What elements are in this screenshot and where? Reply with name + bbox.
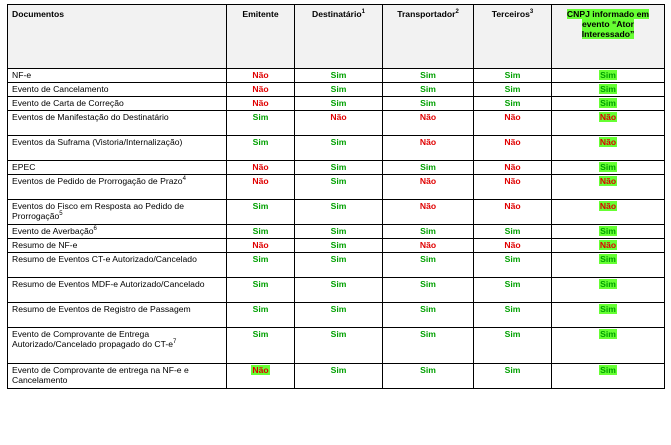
- transportador-value: Sim: [420, 162, 436, 172]
- transportador-cell: [383, 253, 474, 278]
- emitente-value: Sim: [252, 254, 269, 264]
- document-name: Eventos do Fisco em Resposta ao Pedido de Prorrogação: [12, 201, 184, 221]
- terceiros-value: Não: [504, 240, 521, 250]
- destinatario-cell: [295, 328, 383, 364]
- destinatario-cell: [295, 83, 383, 97]
- cnpj-cell: [552, 225, 665, 239]
- emitente-value: Não: [252, 162, 269, 172]
- terceiros-value: Não: [504, 162, 521, 172]
- emitente-cell: [227, 364, 295, 389]
- destinatario-cell: [295, 278, 383, 303]
- terceiros-cell: [474, 303, 552, 328]
- terceiros-cell: [474, 200, 552, 225]
- destinatario-value: Sim: [330, 329, 347, 339]
- transportador-value: Não: [419, 176, 437, 186]
- cnpj-value: Sim: [600, 304, 616, 314]
- transportador-value: Sim: [420, 365, 436, 375]
- terceiros-cell: [474, 69, 552, 83]
- terceiros-value: Sim: [504, 365, 521, 375]
- destinatario-value: Não: [330, 112, 347, 122]
- cnpj-cell: [552, 69, 665, 83]
- destinatario-cell: [295, 200, 383, 225]
- document-name: Resumo de NF-e: [12, 240, 78, 250]
- header-destinatario: Destinatário$^1$: [295, 5, 383, 69]
- terceiros-value: Não: [504, 112, 521, 122]
- document-name-cell: [8, 364, 227, 389]
- terceiros-value: Sim: [504, 98, 521, 108]
- header-transportador: Transportador$^2$: [383, 5, 474, 69]
- cnpj-cell: [552, 136, 665, 161]
- terceiros-cell: [474, 278, 552, 303]
- document-name: Evento de Comprovante de entrega na NF-e e Cancelamento: [12, 365, 189, 385]
- cnpj-value: Sim: [600, 254, 616, 264]
- emitente-cell: [227, 200, 295, 225]
- emitente-value: Sim: [252, 112, 269, 122]
- emitente-cell: [227, 97, 295, 111]
- destinatario-value: Sim: [330, 70, 347, 80]
- destinatario-value: Sim: [330, 84, 347, 94]
- transportador-value: Sim: [420, 254, 436, 264]
- table-row: [8, 364, 665, 389]
- cnpj-cell: [552, 111, 665, 136]
- destinatario-value: Sim: [330, 365, 347, 375]
- document-name: NF-e: [12, 70, 32, 80]
- cnpj-cell: [552, 239, 665, 253]
- document-name-cell: [8, 97, 227, 111]
- footnote-ref: 7: [173, 339, 177, 346]
- emitente-value: Não: [252, 84, 269, 94]
- cnpj-cell: [552, 278, 665, 303]
- table-row: [8, 161, 665, 175]
- destinatario-value: Sim: [330, 226, 347, 236]
- document-name: Resumo de Eventos MDF-e Autorizado/Cancelado: [12, 279, 205, 289]
- terceiros-cell: [474, 111, 552, 136]
- emitente-cell: [227, 253, 295, 278]
- footnote-ref: 6: [93, 226, 97, 233]
- cnpj-cell: [552, 303, 665, 328]
- destinatario-cell: [295, 253, 383, 278]
- cnpj-value: Não: [599, 137, 617, 147]
- emitente-cell: [227, 175, 295, 200]
- emitente-value: Não: [252, 240, 269, 250]
- document-name-cell: [8, 69, 227, 83]
- terceiros-cell: [474, 225, 552, 239]
- emitente-value: Não: [252, 70, 269, 80]
- document-name-cell: [8, 278, 227, 303]
- cnpj-value: Não: [599, 201, 617, 211]
- terceiros-cell: [474, 239, 552, 253]
- cnpj-cell: [552, 200, 665, 225]
- cnpj-value: Sim: [600, 84, 616, 94]
- destinatario-value: Sim: [330, 137, 347, 147]
- emitente-cell: [227, 239, 295, 253]
- terceiros-value: Sim: [504, 254, 521, 264]
- cnpj-value: Não: [599, 112, 617, 122]
- emitente-value: Não: [252, 98, 269, 108]
- transportador-value: Não: [419, 240, 437, 250]
- destinatario-cell: [295, 97, 383, 111]
- transportador-cell: [383, 161, 474, 175]
- cnpj-value: Não: [599, 176, 617, 186]
- emitente-value: Sim: [252, 137, 269, 147]
- document-name-cell: [8, 111, 227, 136]
- terceiros-value: Não: [504, 201, 521, 211]
- cnpj-cell: [552, 161, 665, 175]
- destinatario-value: Sim: [330, 176, 347, 186]
- permissions-table: [7, 4, 665, 389]
- transportador-cell: [383, 328, 474, 364]
- terceiros-cell: [474, 83, 552, 97]
- header-row: [8, 5, 665, 69]
- terceiros-value: Não: [504, 176, 521, 186]
- document-name-cell: [8, 328, 227, 364]
- emitente-cell: [227, 69, 295, 83]
- transportador-value: Não: [419, 201, 437, 211]
- transportador-cell: [383, 225, 474, 239]
- table-row: [8, 200, 665, 225]
- transportador-cell: [383, 239, 474, 253]
- table-row: [8, 175, 665, 200]
- emitente-cell: [227, 278, 295, 303]
- document-name: EPEC: [12, 162, 36, 172]
- terceiros-value: Sim: [504, 70, 521, 80]
- destinatario-cell: [295, 136, 383, 161]
- transportador-cell: [383, 83, 474, 97]
- emitente-value: Não: [252, 365, 269, 375]
- document-name: Resumo de Eventos de Registro de Passagem: [12, 304, 191, 314]
- destinatario-value: Sim: [330, 240, 347, 250]
- terceiros-cell: [474, 328, 552, 364]
- cnpj-cell: [552, 97, 665, 111]
- transportador-cell: [383, 200, 474, 225]
- terceiros-value: Sim: [504, 226, 521, 236]
- destinatario-cell: [295, 364, 383, 389]
- header-cnpj: CNPJ informado em evento “Ator Interessado”: [552, 5, 665, 69]
- destinatario-value: Sim: [330, 98, 347, 108]
- transportador-cell: [383, 364, 474, 389]
- transportador-value: Não: [419, 112, 437, 122]
- emitente-cell: [227, 303, 295, 328]
- cnpj-value: Sim: [600, 226, 616, 236]
- terceiros-cell: [474, 97, 552, 111]
- emitente-value: Sim: [252, 201, 269, 211]
- document-name: Eventos da Suframa (Vistoria/Internalização): [12, 137, 183, 147]
- transportador-cell: [383, 175, 474, 200]
- document-page: [7, 4, 665, 389]
- cnpj-cell: [552, 364, 665, 389]
- cnpj-value: Sim: [600, 279, 616, 289]
- emitente-cell: [227, 225, 295, 239]
- document-name-cell: [8, 239, 227, 253]
- document-name-cell: [8, 303, 227, 328]
- destinatario-cell: [295, 303, 383, 328]
- transportador-cell: [383, 303, 474, 328]
- emitente-value: Sim: [252, 329, 269, 339]
- cnpj-value: Sim: [600, 70, 616, 80]
- emitente-cell: [227, 111, 295, 136]
- transportador-cell: [383, 97, 474, 111]
- terceiros-value: Sim: [504, 304, 521, 314]
- destinatario-cell: [295, 69, 383, 83]
- cnpj-value: Sim: [600, 329, 616, 339]
- destinatario-cell: [295, 161, 383, 175]
- header-emitente: Emitente: [227, 5, 295, 69]
- document-name: Eventos de Pedido de Prorrogação de Prazo: [12, 176, 183, 186]
- cnpj-value: Sim: [600, 98, 616, 108]
- document-name-cell: [8, 225, 227, 239]
- transportador-value: Sim: [420, 304, 436, 314]
- transportador-cell: [383, 69, 474, 83]
- document-name-cell: [8, 200, 227, 225]
- table-row: [8, 225, 665, 239]
- transportador-value: Sim: [420, 279, 436, 289]
- cnpj-cell: [552, 83, 665, 97]
- destinatario-cell: [295, 175, 383, 200]
- destinatario-value: Sim: [330, 279, 347, 289]
- transportador-value: Sim: [420, 98, 436, 108]
- table-row: [8, 83, 665, 97]
- cnpj-value: Sim: [600, 162, 616, 172]
- cnpj-cell: [552, 253, 665, 278]
- document-name-cell: [8, 175, 227, 200]
- footnote-ref: 5: [59, 211, 63, 218]
- table-row: [8, 303, 665, 328]
- table-row: [8, 278, 665, 303]
- table-row: [8, 69, 665, 83]
- destinatario-cell: [295, 111, 383, 136]
- terceiros-value: Sim: [504, 329, 521, 339]
- transportador-value: Não: [419, 137, 437, 147]
- document-name-cell: [8, 83, 227, 97]
- table-row: [8, 111, 665, 136]
- header-documentos: Documentos: [8, 5, 227, 69]
- emitente-value: Sim: [252, 279, 269, 289]
- document-name: Eventos de Manifestação do Destinatário: [12, 112, 169, 122]
- document-name-cell: [8, 253, 227, 278]
- terceiros-cell: [474, 175, 552, 200]
- document-name: Evento de Carta de Correção: [12, 98, 124, 108]
- emitente-value: Sim: [252, 304, 269, 314]
- transportador-cell: [383, 136, 474, 161]
- cnpj-value: Sim: [600, 365, 616, 375]
- table-row: [8, 253, 665, 278]
- footnote-ref: 4: [182, 176, 186, 183]
- destinatario-value: Sim: [330, 254, 347, 264]
- terceiros-cell: [474, 161, 552, 175]
- terceiros-cell: [474, 253, 552, 278]
- header-terceiros: Terceiros$^3$: [474, 5, 552, 69]
- terceiros-value: Não: [504, 137, 521, 147]
- emitente-value: Não: [252, 176, 269, 186]
- table-row: [8, 239, 665, 253]
- destinatario-value: Sim: [330, 201, 347, 211]
- document-name: Resumo de Eventos CT-e Autorizado/Cancelado: [12, 254, 197, 264]
- transportador-value: Sim: [420, 329, 436, 339]
- destinatario-value: Sim: [330, 304, 347, 314]
- destinatario-value: Sim: [330, 162, 347, 172]
- emitente-value: Sim: [252, 226, 269, 236]
- document-name: Evento de Cancelamento: [12, 84, 109, 94]
- table-row: [8, 136, 665, 161]
- cnpj-value: Não: [599, 240, 617, 250]
- emitente-cell: [227, 83, 295, 97]
- cnpj-cell: [552, 328, 665, 364]
- table-row: [8, 328, 665, 364]
- cnpj-cell: [552, 175, 665, 200]
- transportador-cell: [383, 111, 474, 136]
- emitente-cell: [227, 136, 295, 161]
- terceiros-cell: [474, 136, 552, 161]
- table-row: [8, 97, 665, 111]
- document-name-cell: [8, 136, 227, 161]
- document-name: Evento de Comprovante de Entrega Autorizado/Cancelado propagado do CT-e: [12, 329, 174, 349]
- terceiros-value: Sim: [504, 279, 521, 289]
- destinatario-cell: [295, 225, 383, 239]
- terceiros-value: Sim: [504, 84, 521, 94]
- transportador-value: Sim: [420, 84, 436, 94]
- document-name: Evento de Averbação: [12, 226, 94, 236]
- emitente-cell: [227, 328, 295, 364]
- destinatario-cell: [295, 239, 383, 253]
- transportador-value: Sim: [420, 70, 436, 80]
- terceiros-cell: [474, 364, 552, 389]
- transportador-cell: [383, 278, 474, 303]
- document-name-cell: [8, 161, 227, 175]
- transportador-value: Sim: [420, 226, 436, 236]
- emitente-cell: [227, 161, 295, 175]
